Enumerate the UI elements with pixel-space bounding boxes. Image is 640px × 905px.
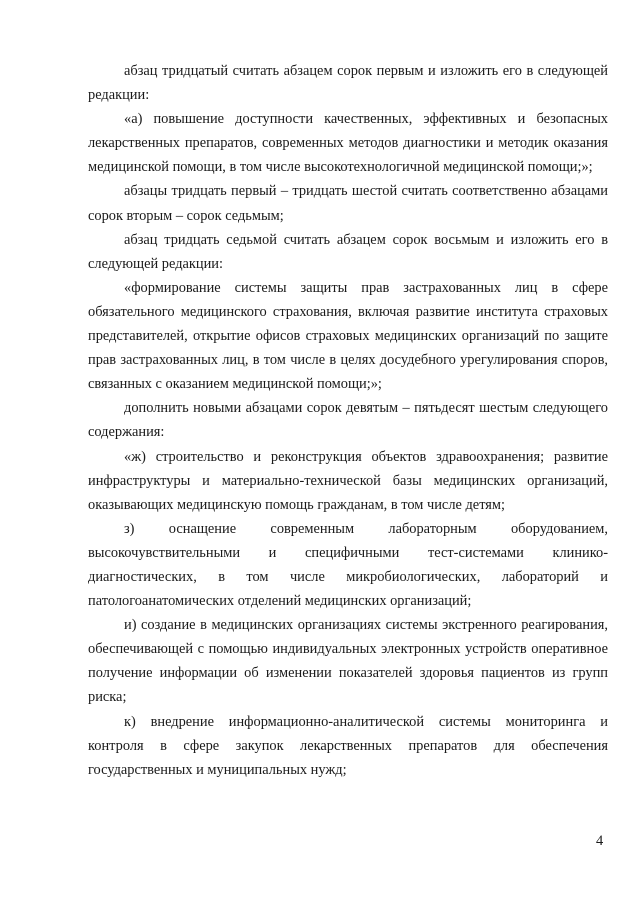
document-body — [88, 59, 608, 782]
paragraph-8: з) оснащение современным лабораторным оборудованием, высокочувствительными и специфичными тест-системами клинико-диагностических, в том числе микробиологических, лабораторий и патологоанатомических отделений медицинских организаций; — [88, 520, 608, 610]
paragraph-6: дополнить новыми абзацами сорок девятым – пятьдесят шестым следующего содержания: — [88, 400, 608, 441]
paragraph-5: «формирование системы защиты прав застрахованных лиц в сфере обязательного медицинского страхования, включая развитие института страховых представителей, открытие офисов страховых медицинских организаций по защите прав застрахованных лиц, в том числе в целях досудебного урегулирования споров, связанных с оказанием медицинской помощи;»; — [88, 279, 608, 393]
paragraph-10: к) внедрение информационно-аналитической системы мониторинга и контроля в сфере закупок лекарственных препаратов для обеспечения государственных и муниципальных нужд; — [88, 713, 608, 778]
paragraph-4: абзац тридцать седьмой считать абзацем сорок восьмым и изложить его в следующей редакции: — [88, 231, 608, 272]
paragraph-3: абзацы тридцать первый – тридцать шестой считать соответственно абзацами сорок вторым – сорок седьмым; — [88, 183, 608, 224]
page-number: 4 — [596, 833, 604, 849]
paragraph-1: абзац тридцатый считать абзацем сорок первым и изложить его в следующей редакции: — [88, 63, 608, 104]
paragraph-2: «а) повышение доступности качественных, эффективных и безопасных лекарственных препаратов, современных методов диагностики и методик оказания медицинской помощи, в том числе высокотехнологичной медицинской помощи;»; — [88, 111, 608, 176]
paragraph-9: и) создание в медицинских организациях системы экстренного реагирования, обеспечивающей с помощью индивидуальных электронных устройств оперативное получение информации об изменении показателей здоровья пациентов из групп риска; — [88, 617, 608, 706]
paragraph-7: «ж) строительство и реконструкция объектов здравоохранения; развитие инфраструктуры и материально-технической базы медицинских организаций, оказывающих медицинскую помощь гражданам, в том числе детям; — [88, 448, 608, 513]
